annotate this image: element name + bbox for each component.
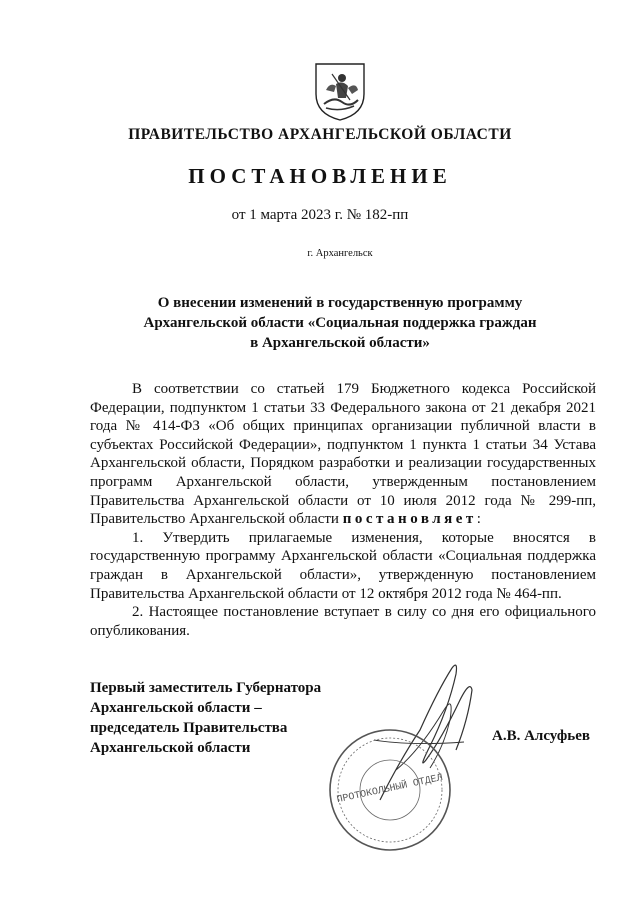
stamp-label: ПРОТОКОЛЬНЫЙ ОТДЕЛ (335, 772, 444, 807)
preamble-text: В соответствии со статьей 179 Бюджетного кодекса Российской Федерации, подпунктом 1 статьи 33 Федерального закона от 21 декабря 2021 года № 414-ФЗ «Об общих принципах организации публичной власти в субъектах Российской Федерации», подпунктом 1 пункта 1 статьи 34 Устава Архангельской области, Порядком разработки и реализации государственных программ Архангельской области, утвержденным постановлением Правительства Архангельской области от 10 июля 2012 года № 299-пп, Правительство Архангельской области (90, 381, 596, 528)
position-line: председатель Правительства (90, 720, 288, 736)
subject-line: в Архангельской области» (250, 335, 430, 351)
city: г. Архангельск (307, 248, 373, 259)
date-number: от 1 марта 2023 г. № 182-пп (231, 207, 409, 223)
official-stamp (325, 725, 455, 855)
coat-of-arms-icon (312, 60, 368, 122)
subject-line: Архангельской области «Социальная поддержка граждан (143, 315, 537, 331)
subject-line: О внесении изменений в государственную программу (157, 295, 523, 311)
document-type-title: ПОСТАНОВЛЕНИЕ (188, 164, 452, 188)
document-subject (120, 293, 560, 353)
position-line: Архангельской области – (90, 700, 262, 716)
preamble-paragraph (90, 380, 596, 529)
position-line: Первый заместитель Губернатора (90, 680, 322, 696)
resolves-word: постановляет (342, 511, 477, 528)
preamble-end: : (476, 511, 481, 528)
government-name: ПРАВИТЕЛЬСТВО АРХАНГЕЛЬСКОЙ ОБЛАСТИ (128, 126, 512, 143)
signatory-name: А.В. Алсуфьев (492, 728, 590, 744)
item-1-paragraph: 1. Утвердить прилагаемые изменения, которые вносятся в государственную программу Архангельской области «Социальная поддержка граждан в Архангельской области», утвержденную постановлением Правительства Архангельской области от 12 октября 2012 года № 464-пп. (90, 529, 596, 602)
position-line: Архангельской области (90, 740, 251, 756)
item-2-paragraph: 2. Настоящее постановление вступает в силу со дня его официального опубликования. (90, 604, 596, 639)
document-body (90, 380, 596, 640)
signatory-position (90, 678, 350, 758)
